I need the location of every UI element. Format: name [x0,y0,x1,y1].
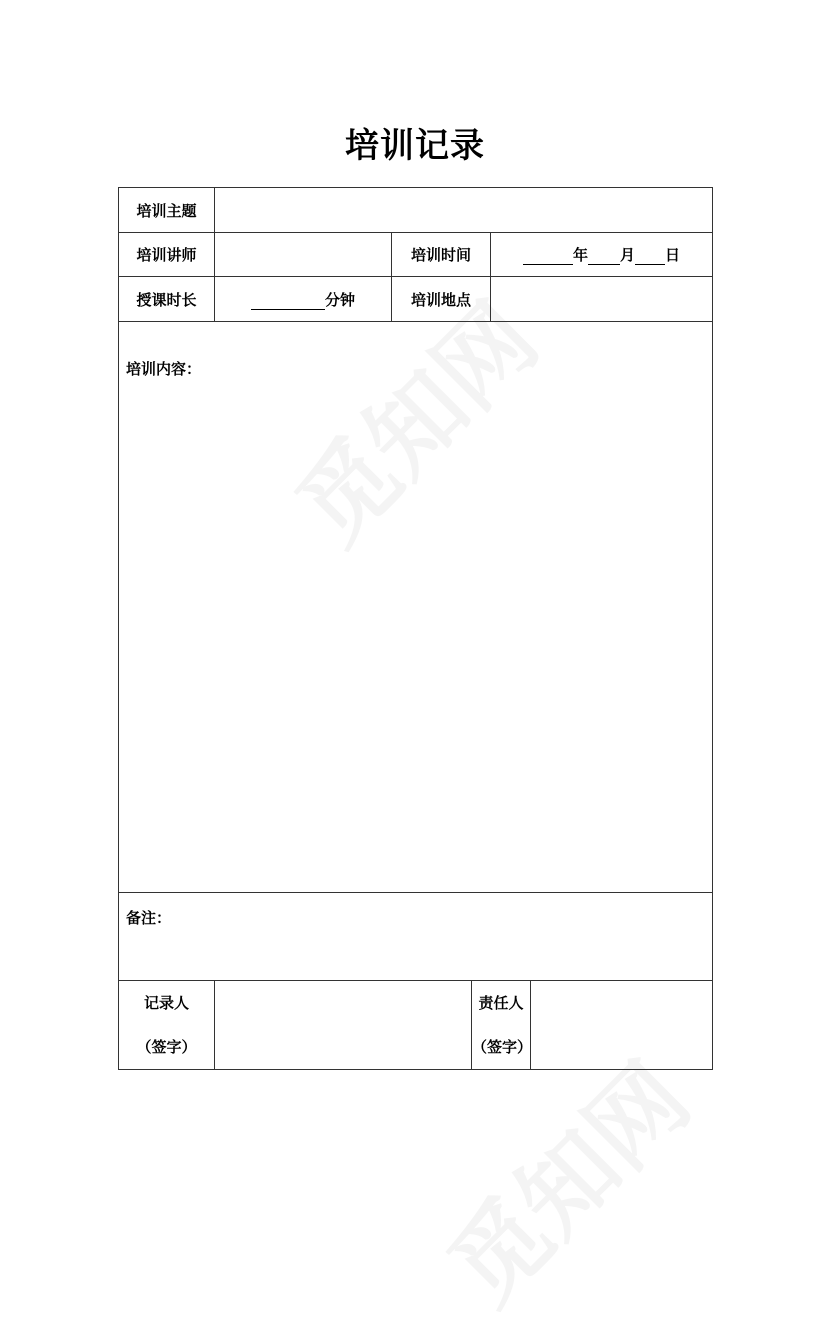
topic-label: 培训主题 [119,188,215,233]
duration-label: 授课时长 [119,277,215,322]
trainer-label: 培训讲师 [119,233,215,277]
duration-row [119,277,713,322]
recorder-label: 记录人 [143,994,189,1012]
remarks-field[interactable] [119,893,713,981]
responsible-cell [472,981,531,1070]
page-title: 培训记录 [345,126,485,166]
record-table [118,187,713,1070]
remarks-row [119,893,713,981]
duration-field[interactable] [215,277,392,322]
month-unit: 月 [620,246,636,264]
day-blank[interactable] [635,248,665,265]
watermark-bottom [414,1028,715,1329]
responsible-sign-note: （签字） [472,1038,533,1056]
training-date-field[interactable] [491,233,713,277]
minutes-blank[interactable] [251,293,325,310]
responsible-signature-field[interactable] [531,981,713,1070]
recorder-sign-note: （签字） [136,1038,197,1056]
day-unit: 日 [665,246,681,264]
month-blank[interactable] [588,248,620,265]
recorder-cell [119,981,215,1070]
signature-row [119,981,713,1070]
training-time-label: 培训时间 [392,233,491,277]
content-row [119,322,713,893]
training-record-form [118,187,712,1070]
year-blank[interactable] [523,248,573,265]
training-content-field[interactable] [119,322,713,893]
topic-field[interactable] [215,188,713,233]
trainer-field[interactable] [215,233,392,277]
minutes-unit: 分钟 [324,290,355,309]
remarks-label: 备注： [126,909,172,927]
location-field[interactable] [491,277,713,322]
trainer-row [119,233,713,277]
recorder-signature-field[interactable] [215,981,472,1070]
location-label: 培训地点 [392,277,491,322]
responsible-label: 责任人 [478,994,524,1012]
year-unit: 年 [573,246,589,264]
topic-row [119,188,713,233]
training-content-label: 培训内容： [126,360,202,378]
